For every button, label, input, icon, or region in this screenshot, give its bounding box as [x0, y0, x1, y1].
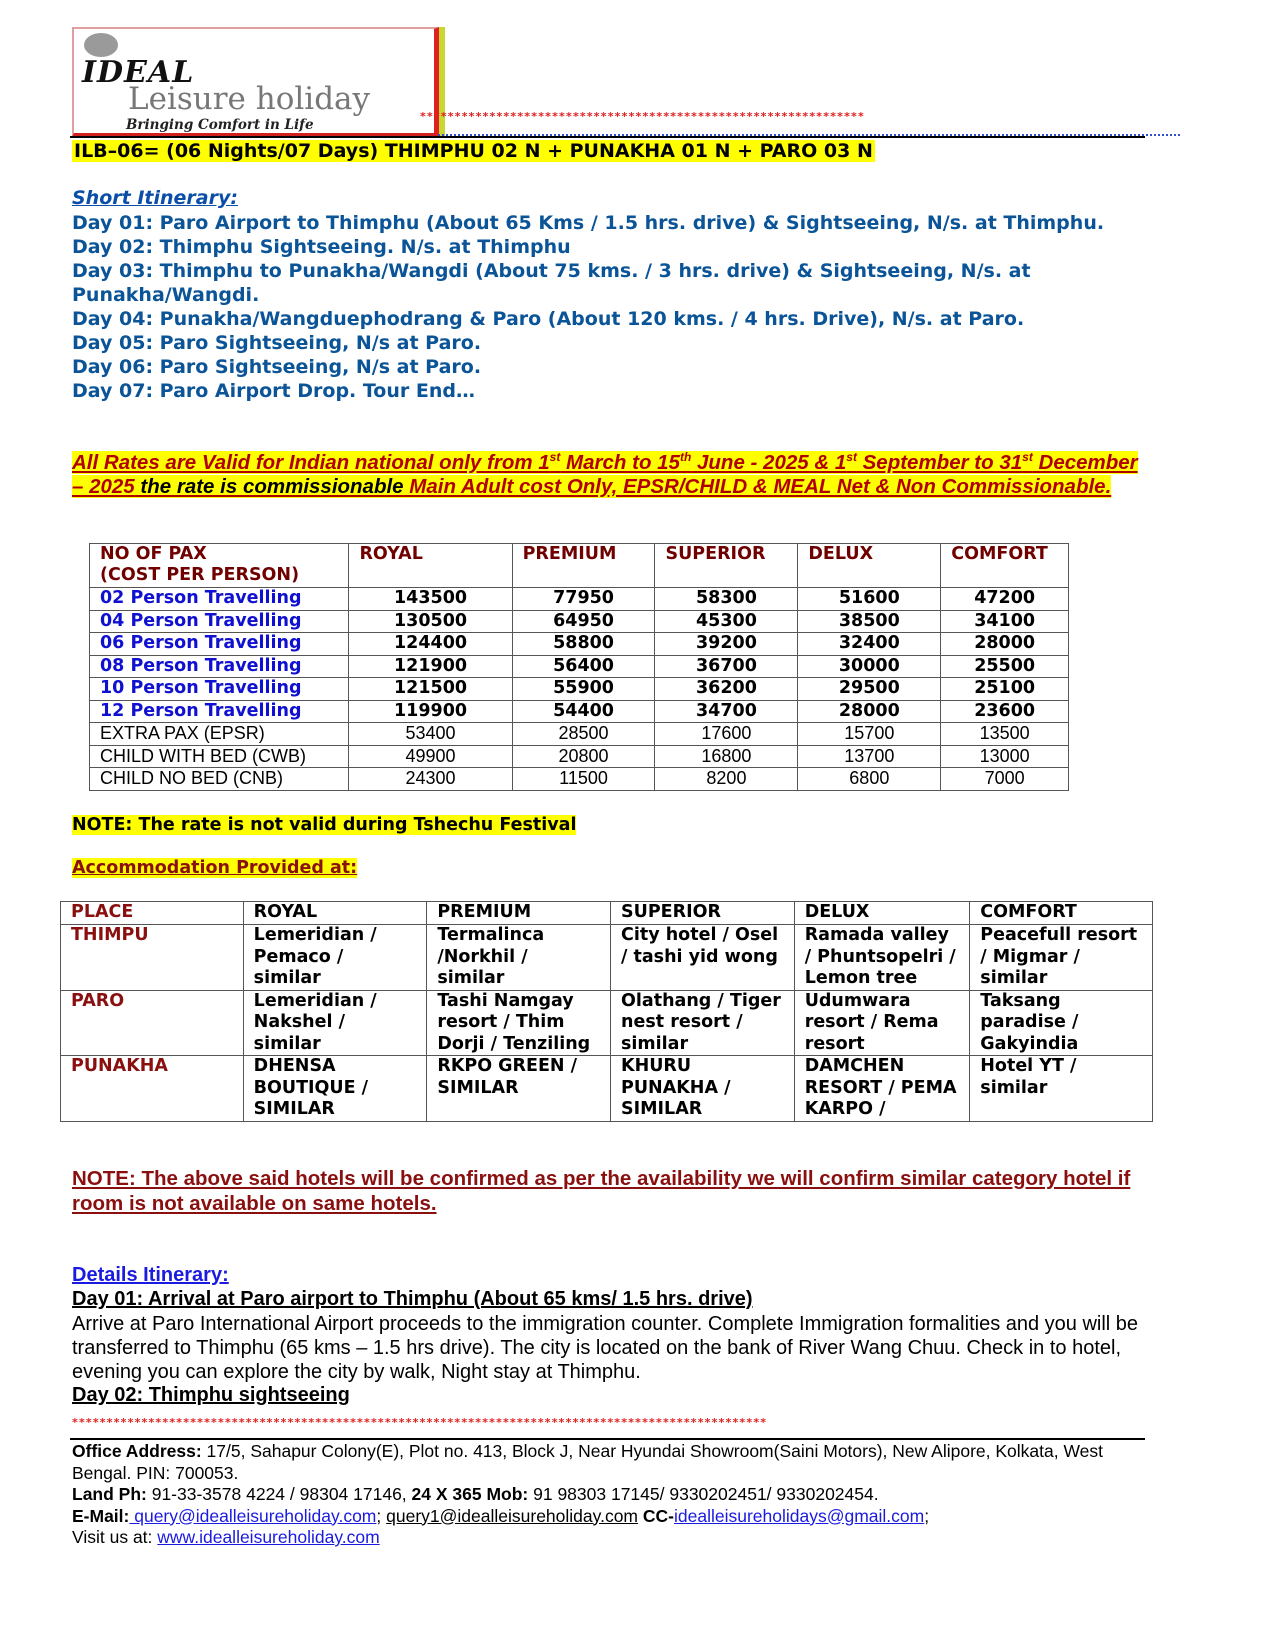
hotel-cell: Taksang paradise / Gakyindia: [970, 990, 1153, 1056]
email-link-query[interactable]: query@idealleisureholiday.com: [129, 1505, 377, 1526]
price-cell: 30000: [798, 655, 941, 678]
header-superior: SUPERIOR: [611, 902, 795, 925]
pax-label: 12 Person Travelling: [90, 700, 349, 723]
pricing-row: [90, 678, 1069, 701]
accommodation-table: [60, 901, 1153, 1122]
price-cell: 25100: [941, 678, 1069, 701]
itinerary-day: Day 02: Thimphu Sightseeing. N/s. at Thimphu: [72, 236, 571, 258]
header-no-of-pax: NO OF PAX (COST PER PERSON): [90, 544, 349, 588]
decorative-stars-top: ****************************************************************: [420, 110, 865, 123]
pax-label: 08 Person Travelling: [90, 655, 349, 678]
email-link-query1[interactable]: query1@idealleisureholiday.com: [386, 1505, 639, 1526]
itinerary-day: Day 03: Thimphu to Punakha/Wangdi (About 75 kms. / 3 hrs. drive) & Sightseeing, N/s. at Punakha/Wangdi.: [72, 260, 1031, 306]
price-cell: 20800: [512, 745, 655, 768]
header-superior: SUPERIOR: [655, 544, 798, 588]
price-cell: 58300: [655, 588, 798, 611]
hotel-cell: Peacefull resort / Migmar / similar: [970, 925, 1153, 991]
decorative-stars-bottom: ****************************************************************************************************: [72, 1416, 768, 1429]
price-cell: 36700: [655, 655, 798, 678]
itinerary-day: Day 06: Paro Sightseeing, N/s at Paro.: [72, 356, 482, 378]
commissionable-note: the rate is commissionable: [134, 475, 404, 498]
price-cell: 15700: [798, 723, 941, 746]
logo-tagline: Bringing Comfort in Life: [126, 117, 314, 133]
hotel-cell: Lemeridian / Pemaco / similar: [243, 925, 427, 991]
hotel-cell: Olathang / Tiger nest resort / similar: [611, 990, 795, 1056]
price-cell: 47200: [941, 588, 1069, 611]
header-divider: [70, 136, 1145, 138]
pricing-row: [90, 633, 1069, 656]
hotel-cell: Udumwara resort / Rema resort: [794, 990, 970, 1056]
rates-validity-note: All Rates are Valid for Indian national only from 1st March to 15th June - 2025 & 1st September to 31st December – 2025 the rate is commissionable Main Adult cost Only, EPSR/CHILD & MEAL Net & Non Commissionable.: [72, 450, 1138, 498]
price-cell: 32400: [798, 633, 941, 656]
price-cell: 13700: [798, 745, 941, 768]
hotel-cell: RKPO GREEN / SIMILAR: [427, 1056, 611, 1122]
logo-name: Leisure holiday: [128, 81, 371, 117]
header-place: PLACE: [61, 902, 244, 925]
hotel-cell: DAMCHEN RESORT / PEMA KARPO /: [794, 1056, 970, 1122]
phone-numbers: Land Ph: 91-33-3578 4224 / 98304 17146, 24 X 365 Mob: 91 98303 17145/ 9330202451/ 9330202454.: [72, 1484, 879, 1504]
pricing-table: [89, 543, 1069, 791]
price-cell: 13000: [941, 745, 1069, 768]
price-cell: 29500: [798, 678, 941, 701]
company-logo: [72, 27, 439, 137]
price-cell: 56400: [512, 655, 655, 678]
price-cell: 53400: [349, 723, 512, 746]
hotel-cell: DHENSA BOUTIQUE / SIMILAR: [243, 1056, 427, 1122]
website-link[interactable]: www.idealleisureholiday.com: [157, 1527, 380, 1547]
header-royal: ROYAL: [349, 544, 512, 588]
pricing-row: [90, 768, 1069, 791]
office-address: Office Address: 17/5, Sahapur Colony(E), Plot no. 413, Block J, Near Hyundai Showroom(Saini Motors), New Alipore, Kolkata, West Bengal. PIN: 700053.: [72, 1441, 1104, 1483]
price-cell: 7000: [941, 768, 1069, 791]
price-cell: 34100: [941, 610, 1069, 633]
price-cell: 54400: [512, 700, 655, 723]
day-02-title: Day 02: Thimphu sightseeing: [72, 1384, 350, 1406]
hotel-cell: Termalinca /Norkhil / similar: [427, 925, 611, 991]
day-01-description: Arrive at Paro International Airport proceeds to the immigration counter. Complete Immigration formalities and you will be transferred to Thimphu (65 kms – 1.5 hrs drive). The city is located on the bank of River Wang Chuu. Check in to hotel, evening you can explore the city by walk, Night stay at Thimphu.: [72, 1313, 1139, 1383]
short-itinerary-list: [72, 211, 1162, 403]
short-itinerary-heading: Short Itinerary:: [72, 187, 238, 209]
price-cell: 39200: [655, 633, 798, 656]
itinerary-day: Day 04: Punakha/Wangduephodrang & Paro (About 120 kms. / 4 hrs. Drive), N/s. at Paro.: [72, 308, 1025, 330]
price-cell: 17600: [655, 723, 798, 746]
price-cell: 55900: [512, 678, 655, 701]
place-name: PARO: [61, 990, 244, 1056]
details-itinerary-heading: Details Itinerary:: [72, 1264, 229, 1286]
itinerary-day: Day 05: Paro Sightseeing, N/s at Paro.: [72, 332, 482, 354]
hotel-cell: Tashi Namgay resort / Thim Dorji / Tenziling: [427, 990, 611, 1056]
itinerary-day: Day 07: Paro Airport Drop. Tour End…: [72, 380, 475, 402]
place-name: THIMPU: [61, 925, 244, 991]
price-cell: 51600: [798, 588, 941, 611]
hotels-availability-note: NOTE: The above said hotels will be confirmed as per the availability we will confirm similar category hotel if room is not available on same hotels.: [72, 1167, 1131, 1215]
price-cell: 23600: [941, 700, 1069, 723]
price-cell: 143500: [349, 588, 512, 611]
price-cell: 77950: [512, 588, 655, 611]
email-line: E-Mail: query@idealleisureholiday.com; query1@idealleisureholiday.com CC-idealleisureholidays@gmail.com;: [72, 1505, 930, 1526]
price-cell: 24300: [349, 768, 512, 791]
header-premium: PREMIUM: [427, 902, 611, 925]
itinerary-day: Day 01: Paro Airport to Thimphu (About 65 Kms / 1.5 hrs. drive) & Sightseeing, N/s. at Thimphu.: [72, 212, 1105, 234]
accommodation-table-header: [61, 902, 1153, 925]
price-cell: 28500: [512, 723, 655, 746]
price-cell: 121500: [349, 678, 512, 701]
header-premium: PREMIUM: [512, 544, 655, 588]
accommodation-row: [61, 990, 1153, 1056]
price-cell: 38500: [798, 610, 941, 633]
pricing-row: [90, 610, 1069, 633]
accommodation-row: [61, 925, 1153, 991]
accommodation-heading: Accommodation Provided at:: [72, 858, 358, 878]
day-01-title: Day 01: Arrival at Paro airport to Thimphu (About 65 kms/ 1.5 hrs. drive): [72, 1288, 753, 1310]
price-cell: 25500: [941, 655, 1069, 678]
price-cell: 49900: [349, 745, 512, 768]
price-cell: 64950: [512, 610, 655, 633]
pricing-table-header: [90, 544, 1069, 588]
pax-label: EXTRA PAX (EPSR): [90, 723, 349, 746]
pricing-row: [90, 723, 1069, 746]
pax-label: CHILD NO BED (CNB): [90, 768, 349, 791]
hotel-cell: City hotel / Osel / tashi yid wong: [611, 925, 795, 991]
price-cell: 58800: [512, 633, 655, 656]
price-cell: 6800: [798, 768, 941, 791]
hotel-cell: Ramada valley / Phuntsopelri / Lemon tree: [794, 925, 970, 991]
website-line: Visit us at: www.idealleisureholiday.com: [72, 1527, 380, 1547]
place-name: PUNAKHA: [61, 1056, 244, 1122]
price-cell: 8200: [655, 768, 798, 791]
header-delux: DELUX: [798, 544, 941, 588]
hotel-cell: Hotel YT / similar: [970, 1056, 1153, 1122]
pax-label: 10 Person Travelling: [90, 678, 349, 701]
pricing-row: [90, 745, 1069, 768]
price-cell: 124400: [349, 633, 512, 656]
price-cell: 11500: [512, 768, 655, 791]
pricing-row: [90, 655, 1069, 678]
price-cell: 34700: [655, 700, 798, 723]
hotel-cell: KHURU PUNAKHA / SIMILAR: [611, 1056, 795, 1122]
header-comfort: COMFORT: [970, 902, 1153, 925]
price-cell: 45300: [655, 610, 798, 633]
pricing-row: [90, 588, 1069, 611]
price-cell: 36200: [655, 678, 798, 701]
pricing-row: [90, 700, 1069, 723]
pax-label: 02 Person Travelling: [90, 588, 349, 611]
hotel-cell: Lemeridian / Nakshel / similar: [243, 990, 427, 1056]
email-link-cc[interactable]: idealleisureholidays@gmail.com: [673, 1505, 925, 1526]
accommodation-row: [61, 1056, 1153, 1122]
festival-note: NOTE: The rate is not valid during Tshechu Festival: [72, 815, 577, 835]
price-cell: 130500: [349, 610, 512, 633]
header-royal: ROYAL: [243, 902, 427, 925]
header-delux: DELUX: [794, 902, 970, 925]
pax-label: CHILD WITH BED (CWB): [90, 745, 349, 768]
price-cell: 13500: [941, 723, 1069, 746]
header-comfort: COMFORT: [941, 544, 1069, 588]
logo-brand: IDEAL: [82, 55, 195, 90]
pax-label: 06 Person Travelling: [90, 633, 349, 656]
price-cell: 28000: [798, 700, 941, 723]
price-cell: 121900: [349, 655, 512, 678]
sun-icon: [84, 33, 118, 57]
price-cell: 16800: [655, 745, 798, 768]
pax-label: 04 Person Travelling: [90, 610, 349, 633]
price-cell: 28000: [941, 633, 1069, 656]
package-title: ILB–06= (06 Nights/07 Days) THIMPHU 02 N + PUNAKHA 01 N + PARO 03 N: [74, 140, 873, 162]
price-cell: 119900: [349, 700, 512, 723]
contact-footer: [72, 1441, 1162, 1549]
footer-divider: [70, 1438, 1145, 1440]
